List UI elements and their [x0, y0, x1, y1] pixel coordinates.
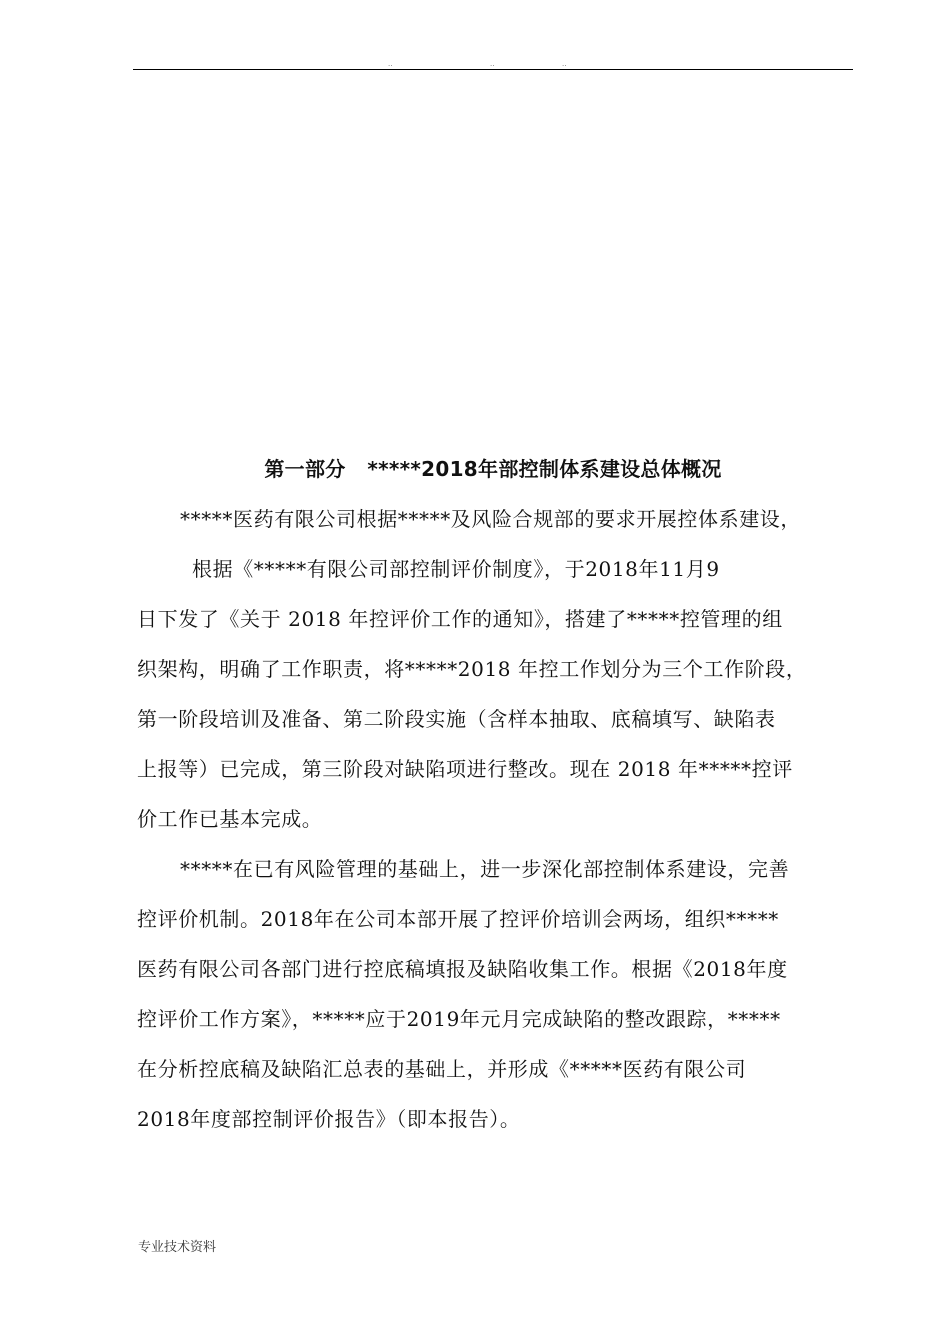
paragraph2-line: 2018年度部控制评价报告》（即本报告）。: [137, 1107, 521, 1131]
paragraph2-line: 在分析控底稿及缺陷汇总表的基础上，并形成《*****医药有限公司: [137, 1057, 747, 1081]
paragraph1-line: 价工作已基本完成。: [137, 807, 323, 831]
paragraph1-line: 上报等）已完成，第三阶段对缺陷项进行整改。现在 2018 年*****控评: [137, 757, 793, 781]
header-mark: ..: [562, 60, 567, 68]
paragraph2-line: 医药有限公司各部门进行控底稿填报及缺陷收集工作。根据《2018年度: [137, 957, 788, 981]
paragraph2-line: 控评价工作方案》，*****应于2019年元月完成缺陷的整改跟踪，*****: [137, 1007, 781, 1031]
header-marks: [380, 60, 580, 68]
header-rule: [133, 69, 853, 70]
header-mark: ..: [490, 60, 495, 68]
paragraph1-line: 根据《*****有限公司部控制评价制度》，于2018年11月9: [192, 557, 720, 581]
section-title: 第一部分 *****2018年部控制体系建设总体概况: [264, 457, 722, 481]
paragraph1-line: 织架构，明确了工作职责，将*****2018 年控工作划分为三个工作阶段，: [137, 657, 807, 681]
paragraph1-line: *****医药有限公司根据*****及风险合规部的要求开展控体系建设，: [180, 507, 801, 531]
paragraph2-line: *****在已有风险管理的基础上，进一步深化部控制体系建设，完善: [180, 857, 790, 881]
paragraph2-line: 控评价机制。2018年在公司本部开展了控评价培训会两场，组织*****: [137, 907, 779, 931]
paragraph1-line: 第一阶段培训及准备、第二阶段实施（含样本抽取、底稿填写、缺陷表: [137, 707, 776, 731]
footer-label: 专业技术资料: [138, 1240, 217, 1255]
paragraph1-line: 日下发了《关于 2018 年控评价工作的通知》，搭建了*****控管理的组: [137, 607, 783, 631]
header-mark: ..: [388, 60, 393, 68]
